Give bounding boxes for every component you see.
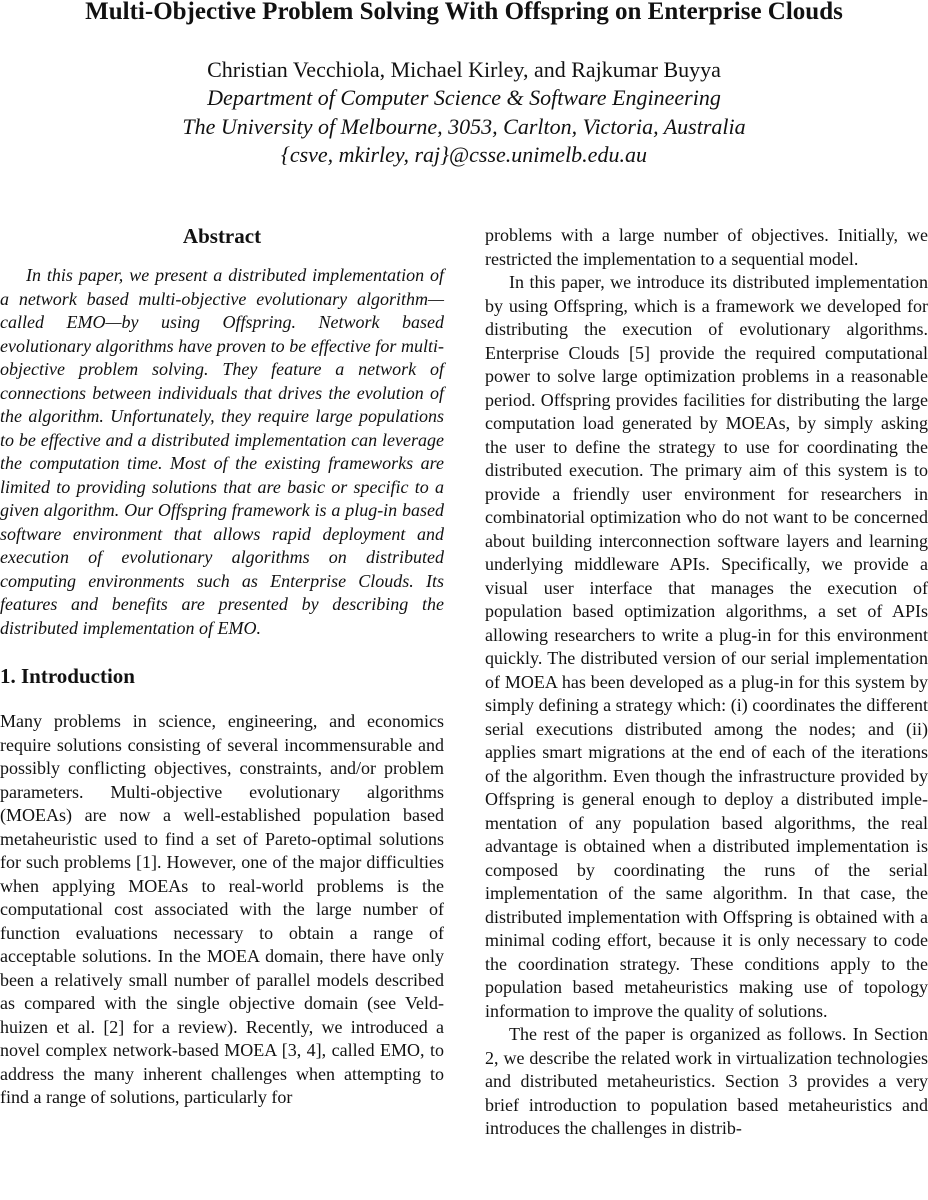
affiliation-university: The University of Melbourne, 3053, Carlton, Victoria, Australia	[182, 114, 746, 139]
affiliation-department: Department of Computer Science & Software Engineering	[207, 85, 721, 110]
abstract-text: In this paper, we present a distributed implementation of a network based multi-objective evolutionary algorithm—called EMO—by using Offspring. Network based evolutionary algorithms have proven to be effective for multi-objective problem solving. They feature a network of connections between individuals that drives the evolution of the algorithm. Unfortunately, they require large populations to be effective and a distributed implementation can leverage the computation time. Most of the existing frameworks are limited to providing solutions that are basic or specific to a given algorithm. Our Offspring framework is a plug-in based software environment that allows rapid deployment and execution of evolutionary algorithms on distributed computing environments such as Enterprise Clouds. Its features and benefits are presented by describing the distributed implementation of EMO.	[0, 265, 444, 638]
intro-paragraph-3: The rest of the paper is organized as follows. In Section 2, we describe the related work in virtualization technologies and distributed metaheuristics. Section 3 provides a very brief introduction to population based metaheuristics and introduces the challenges in distrib-	[485, 1024, 928, 1138]
author-list: Christian Vecchiola, Michael Kirley, and Rajkumar Buyya	[207, 57, 721, 82]
intro-paragraph-1: Many problems in science, engineering, and economics require solutions consisting of several incommensurable and possibly conflicting objectives, constraints, and/or problem parameters. Multi-objective evolutionary algorithms (MOEAs) are now a well-established population based metaheuristic used to find a set of Pareto-optimal solutions for such problems [1]. However, one of the major difficulties when applying MOEAs to real-world problems is the computational cost associated with the large number of function evaluations necessary to obtain a range of acceptable solutions. In the MOEA domain, there have only been a relatively small number of parallel models described as compared with the single objective domain (see Veldhuizen et al. [2] for a review). Recently, we introduced a novel complex network-based MOEA [3, 4], called EMO, to address the many inherent challenges when attempting to find a range of solutions, particularly for	[0, 711, 444, 1107]
intro-paragraph-2: In this paper, we introduce its distributed implementation by using Offspring, which is a framework we developed for distributing the execution of evolutionary algorithms. Enterprise Clouds [5] provide the required computational power to solve large optimization problems in a reasonable period. Offspring provides facilities for distributing the large computation load generated by MOEAs, by simply asking the user to define the strategy to use for coordinating the distributed execution. The primary aim of this system is to provide a friendly user environment for researchers in combinatorial optimization who do not want to be concerned about building interconnection software layers and learning underlying middleware APIs. Specifically, we provide a visual user interface that manages the execution of population based optimization algorithms, a set of APIs allowing researchers to write a plug-in for this environment quickly. The distributed version of our serial implementation of MOEA has been developed as a plug-in for this system by simply defining a strategy which: (i) coordinates the different serial executions distributed among the nodes; and (ii) applies smart migrations at the end of each of the iterations of the algorithm. Even though the infrastructure provided by Offspring is general enough to deploy a distributed implementation of any population based algorithms, the real advantage is obtained when a distributed implementation is composed by coordinating the runs of the serial implementation of the same algorithm. In that case, the distributed implementation with Offspring is obtained with a minimal coding effort, because it is only necessary to code the coordination strategy. These conditions apply to the population based metaheuristics making use of topology information to improve the quality of solutions.	[485, 272, 928, 1021]
abstract-heading: Abstract	[182, 224, 262, 248]
author-emails: {csve, mkirley, raj}@csse.unimelb.edu.au	[281, 142, 647, 167]
introduction-heading: 1. Introduction	[0, 664, 135, 688]
intro-paragraph-1-continued: problems with a large number of objectives. Initially, we restricted the implementation to a sequential model.	[485, 225, 928, 269]
left-column	[0, 222, 444, 1110]
paper-title: Multi-Objective Problem Solving With Offspring on Enterprise Clouds	[85, 0, 843, 25]
right-column	[485, 224, 928, 1141]
